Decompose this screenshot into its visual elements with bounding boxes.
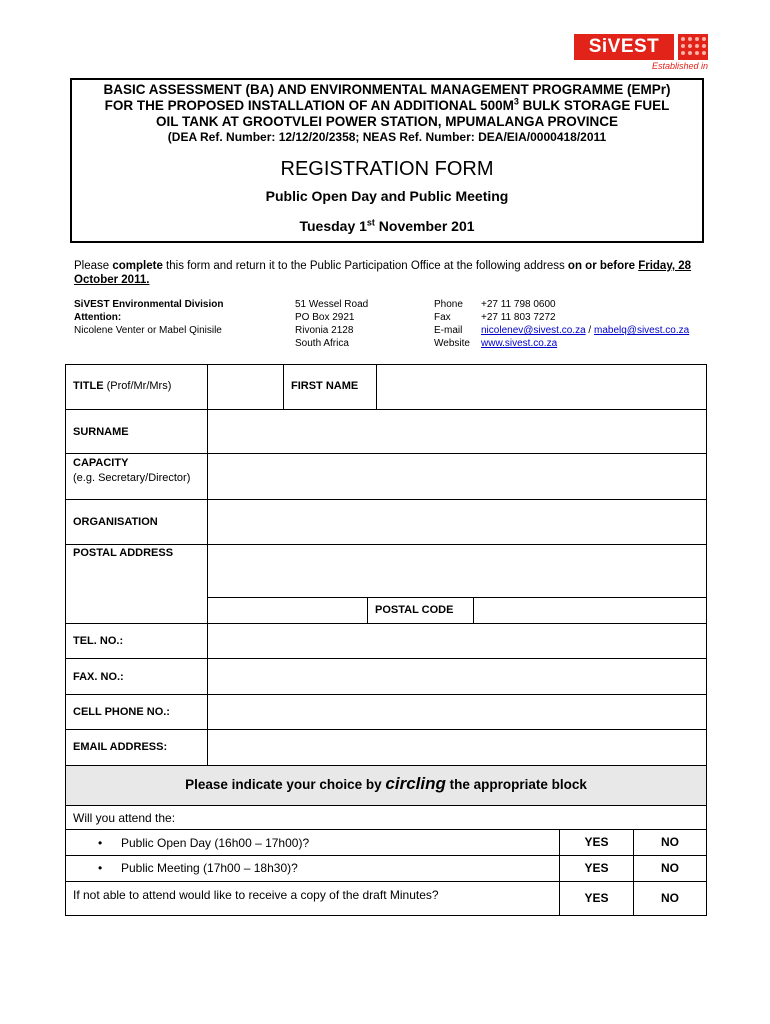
option-2-no[interactable]: NO xyxy=(661,861,679,875)
email-link-nicolene[interactable]: nicolenev@sivest.co.za xyxy=(481,325,586,336)
phone-value: +27 11 798 0600 xyxy=(481,299,556,310)
contact-address xyxy=(295,298,368,350)
instructions xyxy=(74,259,704,287)
tel-label: TEL. NO.: xyxy=(73,635,124,647)
email-label: E-mail xyxy=(434,325,463,336)
capacity-label xyxy=(73,456,190,486)
reference-numbers: (DEA Ref. Number: 12/12/20/2358; NEAS Ref. Number: DEA/EIA/0000418/2011 xyxy=(167,130,607,144)
choice-instr-b: circling xyxy=(385,774,446,793)
page-subtitle: Public Open Day and Public Meeting xyxy=(265,188,509,204)
fax-value: +27 11 803 7272 xyxy=(481,312,556,323)
logo-wordmark: SiVEST xyxy=(574,34,674,60)
surname-input[interactable] xyxy=(207,409,707,454)
fax-label-form: FAX. NO.: xyxy=(73,671,124,683)
logo-dots-icon xyxy=(678,34,708,60)
postal-address-input[interactable] xyxy=(207,544,707,598)
contact-values xyxy=(481,298,689,350)
cell-phone-label: CELL PHONE NO.: xyxy=(73,706,170,718)
fax-input[interactable] xyxy=(207,658,707,695)
title-input[interactable] xyxy=(207,364,284,410)
organisation-label: ORGANISATION xyxy=(73,516,158,528)
instr-2: complete xyxy=(112,260,163,272)
postal-code-input[interactable] xyxy=(473,597,707,624)
instr-1: Please xyxy=(74,260,113,272)
page-title: REGISTRATION FORM xyxy=(280,158,494,180)
instr-5: Friday, 28 xyxy=(638,260,692,272)
first-name-input[interactable] xyxy=(376,364,707,410)
website-link[interactable]: www.sivest.co.za xyxy=(481,338,558,349)
postal-code-label: POSTAL CODE xyxy=(375,604,454,616)
phone-label: Phone xyxy=(434,299,463,310)
capacity-input[interactable] xyxy=(207,453,707,500)
event-date-a: Tuesday 1 xyxy=(299,218,367,234)
address-line-4: South Africa xyxy=(295,338,349,349)
option-open-day-label: Public Open Day (16h00 – 17h00)? xyxy=(121,836,310,850)
bullet-2: • xyxy=(98,861,103,875)
contact-org xyxy=(74,298,223,337)
contact-attention: Attention: xyxy=(74,312,122,323)
postal-spacer-cell xyxy=(207,597,368,624)
header-line-2-a: FOR THE PROPOSED INSTALLATION OF AN ADDITIONAL 500M xyxy=(104,98,514,113)
will-attend-label: Will you attend the: xyxy=(73,811,176,825)
option-minutes-label: If not able to attend would like to receive a copy of the draft Minutes? xyxy=(73,888,439,902)
email-address-input[interactable] xyxy=(207,729,707,766)
choice-instr-a: Please indicate your choice by xyxy=(185,777,386,792)
sivest-logo xyxy=(574,34,708,70)
address-line-2: PO Box 2921 xyxy=(295,312,355,323)
header-line-2 xyxy=(72,98,702,113)
event-date-sup: st xyxy=(366,217,375,228)
contact-names: Nicolene Venter or Mabel Qinisile xyxy=(74,325,222,336)
title-label xyxy=(73,380,171,392)
capacity-label-text: CAPACITY xyxy=(73,457,129,469)
option-1-yes[interactable]: YES xyxy=(584,835,609,849)
cell-phone-input[interactable] xyxy=(207,694,707,730)
email-link-mabel[interactable]: mabelq@sivest.co.za xyxy=(594,325,690,336)
bullet-1: • xyxy=(98,836,103,850)
postal-address-label: POSTAL ADDRESS xyxy=(73,547,174,559)
option-3-no[interactable]: NO xyxy=(661,891,679,905)
header-line-3: OIL TANK AT GROOTVLEI POWER STATION, MPUMALANGA PROVINCE xyxy=(156,114,618,129)
tel-input[interactable] xyxy=(207,623,707,659)
address-line-1: 51 Wessel Road xyxy=(295,299,369,310)
fax-label: Fax xyxy=(434,312,451,323)
website-label: Website xyxy=(434,338,470,349)
header-line-2-b: BULK STORAGE FUEL xyxy=(518,98,670,113)
header-box xyxy=(70,78,704,243)
email-separator: / xyxy=(585,325,594,336)
logo-tagline: Established in xyxy=(651,61,708,71)
instr-6: October 2011. xyxy=(74,274,150,286)
title-hint: (Prof/Mr/Mrs) xyxy=(103,380,172,392)
email-address-label: EMAIL ADDRESS: xyxy=(73,741,168,753)
option-public-meeting-label: Public Meeting (17h00 – 18h30)? xyxy=(121,861,298,875)
contact-labels xyxy=(434,298,470,350)
option-2-yes[interactable]: YES xyxy=(584,861,609,875)
choice-instruction xyxy=(65,774,707,794)
event-date-b: November 201 xyxy=(374,218,475,234)
option-3-yes[interactable]: YES xyxy=(584,891,609,905)
event-date xyxy=(72,218,702,234)
organisation-input[interactable] xyxy=(207,499,707,545)
header-line-2-sup: 3 xyxy=(513,96,519,107)
first-name-label: FIRST NAME xyxy=(291,380,359,392)
address-line-3: Rivonia 2128 xyxy=(295,325,354,336)
surname-label: SURNAME xyxy=(73,426,129,438)
capacity-hint: (e.g. Secretary/Director) xyxy=(73,472,191,484)
instr-3: this form and return it to the Public Participation Office at the following address xyxy=(162,260,568,272)
contact-org-name: SiVEST Environmental Division xyxy=(74,299,224,310)
choice-instr-c: the appropriate block xyxy=(445,777,587,792)
instr-4: on or before xyxy=(567,260,639,272)
header-line-1: BASIC ASSESSMENT (BA) AND ENVIRONMENTAL MANAGEMENT PROGRAMME (EMPr) xyxy=(103,82,671,97)
option-1-no[interactable]: NO xyxy=(661,835,679,849)
title-label-text: TITLE xyxy=(73,380,104,392)
